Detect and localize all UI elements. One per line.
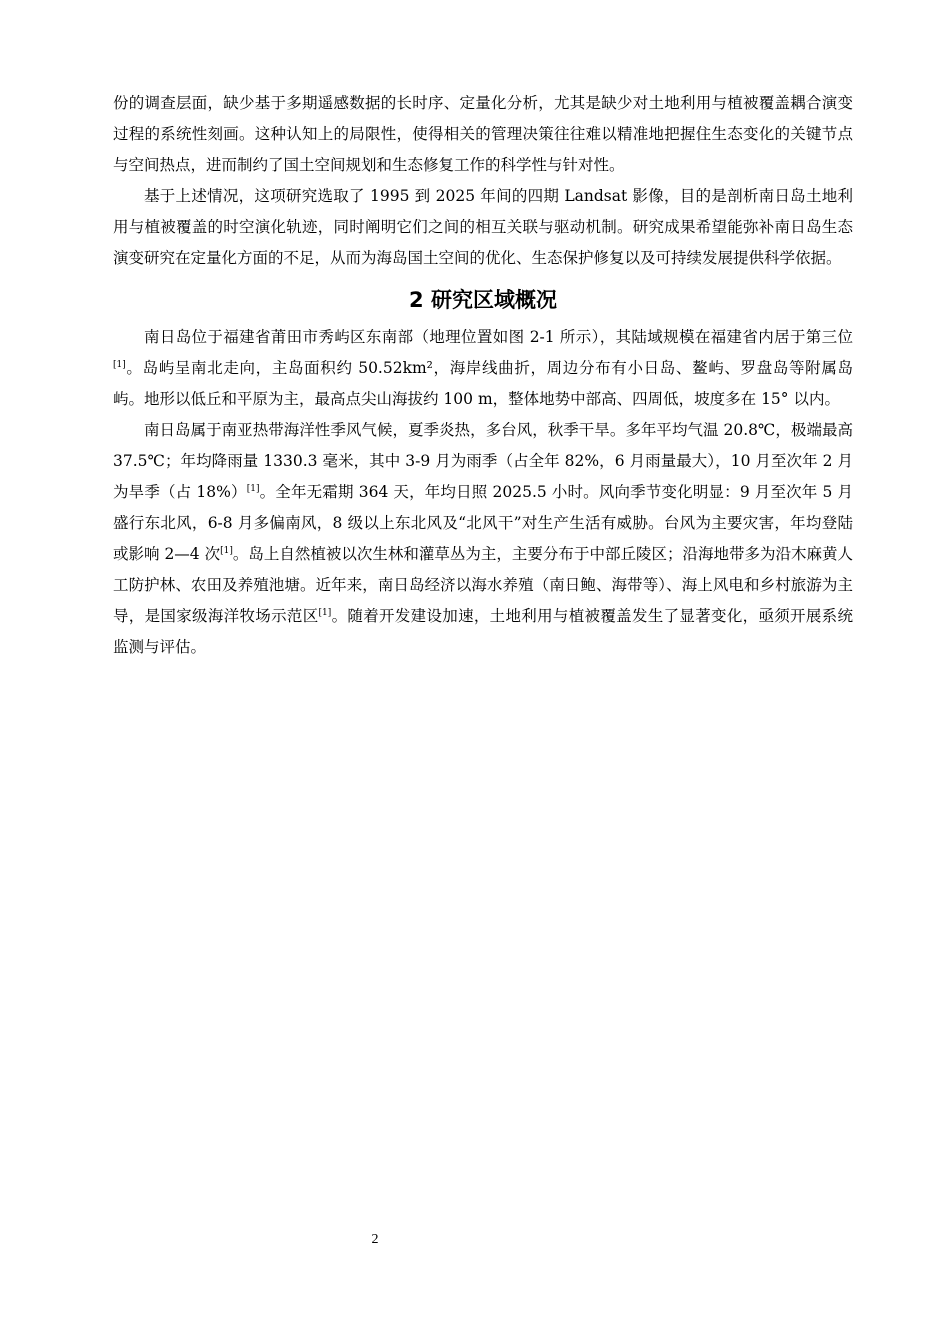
paragraph-continued: 份的调查层面，缺少基于多期遥感数据的长时序、定量化分析，尤其是缺少对土地利用与植被覆盖耦合演变过程的系统性刻画。这种认知上的局限性，使得相关的管理决策往往难以精准地把握住生态变化的关键节点与空间热点，进而制约了国土空间规划和生态修复工作的科学性与针对性。 [113,94,853,174]
citation-ref: [1] [318,607,332,618]
citation-ref: [1] [113,359,126,370]
section-heading: 2 研究区域概况 [409,288,557,312]
paragraph-text: 南日岛位于福建省莆田市秀屿区东南部（地理位置如图 2-1 所示），其陆域规模在福建省内居于第三位 [144,328,853,346]
paragraph-text: 。岛屿呈南北走向，主岛面积约 50.52km²，海岸线曲折，周边分布有小日岛、鳌屿、罗盘岛等附属岛屿。地形以低丘和平原为主，最高点尖山海拔约 100 m，整体地势中部高、四周低，坡度多在 15° 以内。 [113,359,853,408]
paragraph-text: 。全年无霜期 364 天，年均日照 2025.5 小时。风向季节变化明显：9 月至次年 5 月盛行东北风，6-8 月多偏南风，8 级以上东北风及“北风干”对生产生活有威胁。台风为主要灾害，年均登陆或影响 2—4 次 [113,483,853,563]
paragraph-text: 南日岛属于南亚热带海洋性季风气候，夏季炎热，多台风，秋季干旱。多年平均气温 20.8℃，极端最高 37.5℃；年均降雨量 1330.3 毫米，其中 3-9 月为雨季（占全年 82%，6 月雨量最大），10 月至次年 2 月为旱季（占 18%） [113,421,853,501]
paragraph-research-purpose: 基于上述情况，这项研究选取了 1995 到 2025 年间的四期 Landsat 影像，目的是剖析南日岛土地利用与植被覆盖的时空演化轨迹，同时阐明它们之间的相互关联与驱动机制。研究成果希望能弥补南日岛生态演变研究在定量化方面的不足，从而为海岛国土空间的优化、生态保护修复以及可持续发展提供科学依据。 [113,187,853,267]
document-body [113,88,853,663]
paragraph-location [113,322,853,415]
paragraph-text: 。岛上自然植被以次生林和灌草丛为主，主要分布于中部丘陵区；沿海地带多为沿木麻黄人工防护林、农田及养殖池塘。近年来，南日岛经济以海水养殖（南日鲍、海带等）、海上风电和乡村旅游为主导，是国家级海洋牧场示范区 [113,545,853,625]
page-number: 2 [371,1232,379,1247]
paragraph-climate [113,415,853,663]
citation-ref: [1] [220,545,233,556]
paragraph-text: 。随着开发建设加速，土地利用与植被覆盖发生了显著变化，亟须开展系统监测与评估。 [113,607,853,656]
citation-ref: [1] [246,483,260,494]
